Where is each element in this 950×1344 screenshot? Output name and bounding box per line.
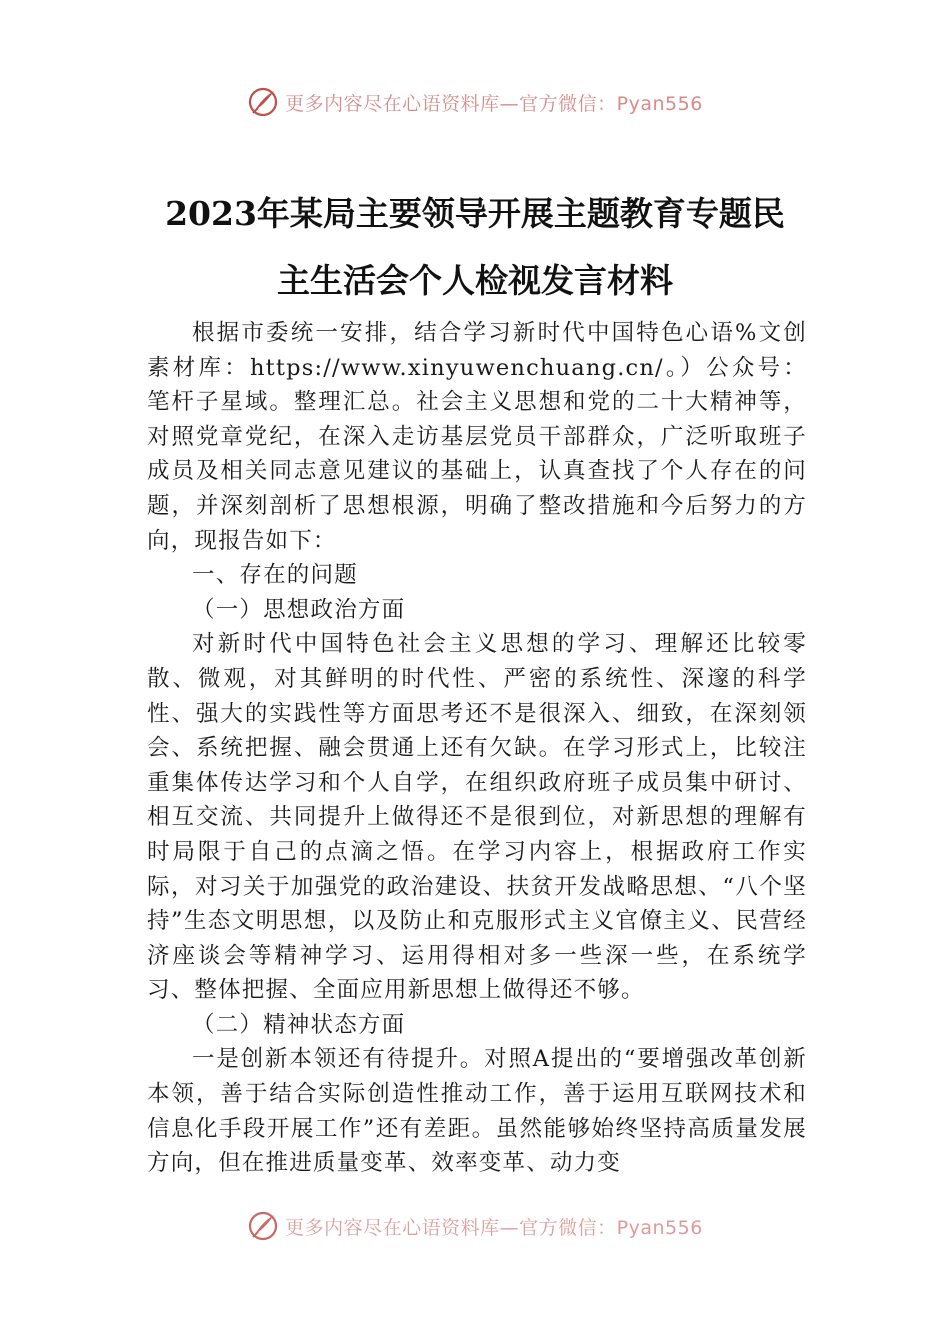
quill-logo-icon [247,1210,279,1242]
document-body [147,316,807,1181]
watermark-text: 更多内容尽在心语资料库—官方微信：Pyan556 [285,1216,703,1239]
watermark-text: 更多内容尽在心语资料库—官方微信：Pyan556 [285,92,703,115]
section-heading-problems: 一、存在的问题 [192,562,358,589]
header-watermark [0,86,950,118]
spirit-paragraph: 一是创新本领还有待提升。对照A提出的“要增强改革创新本领，善于结合实际创造性推动工作，善于运用互联网技术和信息化手段开展工作”还有差距。虽然能够始终坚持高质量发展方向，但在推进质量变革、效率变革、动力变 [147,1046,807,1177]
document-title-line1: 2023年某局主要领导开展主题教育专题民 [165,194,785,233]
ideology-paragraph: 对新时代中国特色社会主义思想的学习、理解还比较零散、微观，对其鲜明的时代性、严密的系统性、深邃的科学性、强大的实践性等方面思考还不是很深入、细致，在深刻领会、系统把握、融会贯通上还有欠缺。在学习形式上，比较注重集体传达学习和个人自学，在组织政府班子成员集中研讨、相互交流、共同提升上做得还不是很到位，对新思想的理解有时局限于自己的点滴之悟。在学习内容上，根据政府工作实际，对习关于加强党的政治建设、扶贫开发战略思想、“八个坚持”生态文明思想，以及防止和克服形式主义官僚主义、民营经济座谈会等精神学习、运用得相对多一些深一些，在系统学习、整体把握、全面应用新思想上做得还不够。 [147,631,807,1004]
footer-watermark [0,1210,950,1242]
subsection-heading-spirit: （二）精神状态方面 [192,1011,406,1038]
intro-paragraph: 根据市委统一安排，结合学习新时代中国特色心语%文创素材库：https://www.xinyuwenchuang.cn/。）公众号：笔杆子星域。整理汇总。社会主义思想和党的二十大精神等，对照党章党纪，在深入走访基层党员干部群众，广泛听取班子成员及相关同志意见建议的基础上，认真查找了个人存在的问题，并深刻剖析了思想根源，明确了整改措施和今后努力的方向，现报告如下： [147,320,807,554]
document-title-line2: 主生活会个人检视发言材料 [277,261,673,300]
subsection-heading-ideology: （一）思想政治方面 [192,596,406,623]
quill-logo-icon [247,86,279,118]
